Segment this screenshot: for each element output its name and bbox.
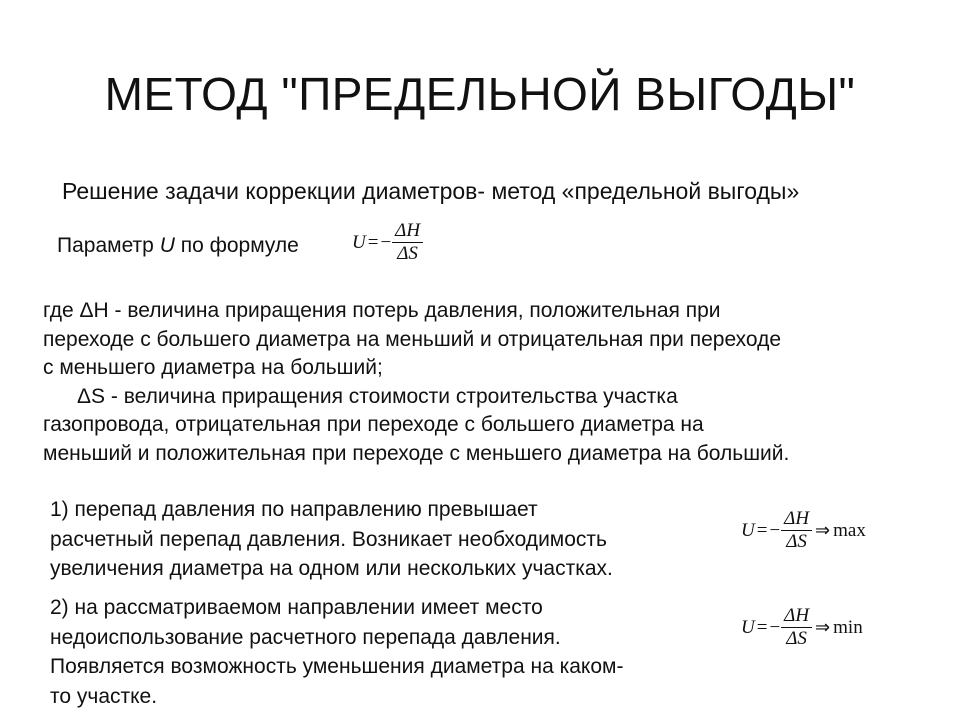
definition-dh-line: с меньшего диаметра на больший;	[43, 356, 383, 379]
definition-ds-line: меньший и положительная при переходе с меньшего диаметра на больший.	[43, 441, 790, 465]
formula-fraction	[781, 605, 812, 650]
formula-lhs: U	[352, 231, 366, 253]
parameter-suffix: по формуле	[174, 234, 299, 257]
formula-lhs: U	[741, 519, 755, 541]
case-item-line: 2) на рассматриваемом направлении имеет место	[50, 596, 543, 619]
implies-arrow-icon: ⇒	[815, 520, 831, 541]
parameter-label	[57, 232, 299, 260]
case-item-line: 1) перепад давления по направлению превышает	[50, 498, 538, 521]
formula-main	[352, 220, 423, 265]
formula-sign: −	[769, 616, 781, 638]
definition-dh-line: где ΔH - величина приращения потерь давления, положительная при	[43, 299, 721, 322]
formula-equals: =	[756, 519, 768, 541]
formula-equals: =	[367, 231, 379, 253]
implies-arrow-icon: ⇒	[815, 617, 831, 638]
formula-equals: =	[756, 616, 768, 638]
definition-ds-first-line	[43, 383, 923, 412]
definition-ds-text: - величина приращения стоимости строительства участка	[105, 384, 678, 408]
formula-extremum-max: max	[833, 519, 866, 541]
formula-fraction	[392, 220, 423, 265]
formula-min	[741, 605, 863, 650]
definitions-block	[43, 297, 923, 468]
formula-denominator: ΔS	[786, 531, 807, 552]
case-item-1	[50, 495, 613, 584]
formula-denominator: ΔS	[786, 628, 807, 649]
formula-lhs: U	[741, 616, 755, 638]
parameter-prefix: Параметр	[57, 234, 160, 257]
formula-numerator: ΔH	[784, 605, 810, 626]
formula-numerator: ΔH	[395, 220, 421, 241]
formula-numerator: ΔH	[784, 508, 810, 529]
case-item-line: расчетный перепад давления. Возникает необходимость	[50, 527, 607, 551]
formula-sign: −	[769, 519, 781, 541]
slide-title: МЕТОД "ПРЕДЕЛЬНОЙ ВЫГОДЫ"	[104, 68, 856, 120]
formula-extremum-min: min	[833, 616, 863, 638]
case-item-line: недоиспользование расчетного перепада давления.	[50, 625, 561, 649]
case-item-line: увеличения диаметра на одном или нескольких участках.	[50, 557, 613, 580]
definition-dh-line: переходе с большего диаметра на меньший и отрицательная при переходе	[43, 327, 782, 351]
formula-denominator: ΔS	[397, 243, 418, 264]
formula-max	[741, 508, 866, 553]
formula-fraction	[781, 508, 812, 553]
slide-subtitle: Решение задачи коррекции диаметров- метод «предельной выгоды»	[62, 178, 800, 204]
definition-ds-symbol: ΔS	[77, 384, 106, 408]
case-item-line: Появляется возможность уменьшения диаметра на каком-	[50, 655, 624, 678]
definition-ds-line: газопровода, отрицательная при переходе с большего диаметра на	[43, 413, 704, 436]
formula-sign: −	[380, 231, 392, 253]
case-item-line: то участке.	[50, 684, 158, 708]
case-item-2	[50, 593, 623, 711]
parameter-symbol: U	[159, 234, 175, 257]
